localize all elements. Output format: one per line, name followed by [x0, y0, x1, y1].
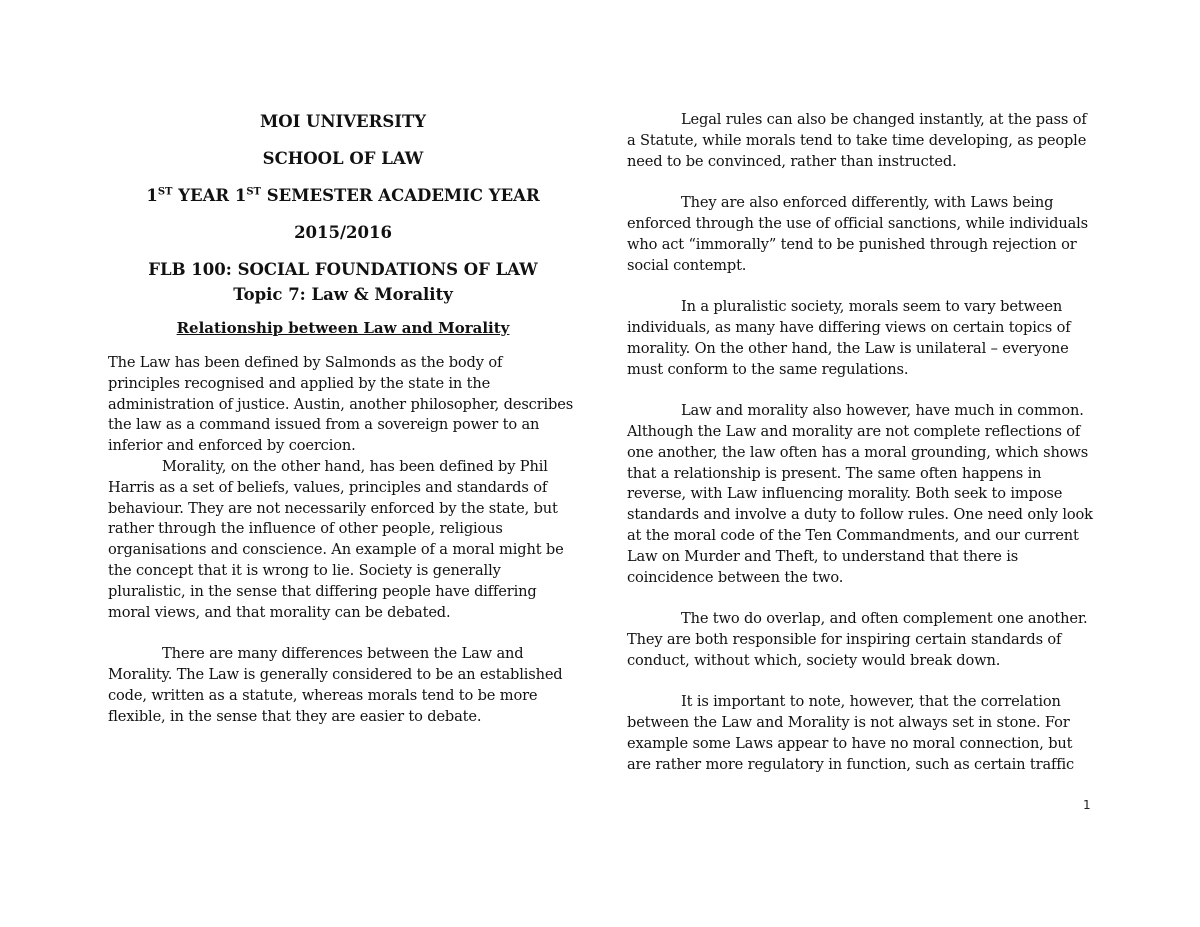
university-title: MOI UNIVERSITY: [259, 112, 427, 131]
school-title: SCHOOL OF LAW: [262, 149, 424, 168]
topic-title: Topic 7: Law & Morality: [233, 285, 453, 304]
paragraph-differences: There are many differences between the Law and Morality. The Law is generally considered to be an established code, written as a statute, whereas morals tend to be more flexible, in the sense that they are easier to debate.: [108, 645, 563, 725]
year-superscript: ST: [157, 186, 173, 198]
course-title: FLB 100: SOCIAL FOUNDATIONS OF LAW: [148, 260, 538, 279]
page-number: 1: [1083, 798, 1091, 812]
section-heading: Relationship between Law and Morality: [176, 319, 510, 337]
year-number: 1: [146, 186, 158, 205]
paragraph-common-ground: Law and morality also however, have much in common. Although the Law and morality are not complete reflections of one another, the law often has a moral grounding, which shows that a relationship is present. The same often happens in reverse, with Law influencing morality. Both seek to impose standards and involve a duty to follow rules. One need only look at the moral code of the Ten Commandments, and our current Law on Murder and Theft, to understand that there is coincidence between the two.: [627, 402, 1093, 586]
year-rest: SEMESTER ACADEMIC YEAR: [261, 186, 540, 205]
paragraph-morality-definition: Morality, on the other hand, has been defined by Phil Harris as a set of beliefs, values, principles and standards of behaviour. They are not necessarily enforced by the state, but rather through the influence of other people, religious organisations and conscience. An example of a moral might be the concept that it is wrong to lie. Society is generally pluralistic, in the sense that differing people have differing moral views, and that morality can be debated.: [108, 457, 564, 621]
right-column: [627, 110, 1097, 776]
paragraph-legal-rules-change: Legal rules can also be changed instantly, at the pass of a Statute, while morals tend to take time developing, as people need to be convinced, rather than instructed.: [627, 111, 1087, 170]
paragraph-overlap: The two do overlap, and often complement one another. They are both responsible for inspiring certain standards of conduct, without which, society would break down.: [627, 610, 1088, 669]
academic-year: 2015/2016: [294, 223, 392, 242]
semester-superscript: ST: [246, 186, 261, 198]
paragraph-correlation: It is important to note, however, that the correlation between the Law and Morality is not always set in stone. For example some Laws appear to have no moral connection, but are rather more regulatory in function, such as certain traffic: [627, 693, 1075, 773]
year-middle: YEAR 1: [172, 186, 247, 205]
paragraph-pluralistic-society: In a pluralistic society, morals seem to vary between individuals, as many have differing views on certain topics of morality. On the other hand, the Law is unilateral – everyone must conform to the same regulations.: [627, 298, 1071, 378]
paragraph-law-definition: The Law has been defined by Salmonds as the body of principles recognised and applied by the state in the administration of justice. Austin, another philosopher, describes the law as a command issued from a sovereign power to an inferior and enforced by coercion.: [108, 354, 574, 455]
left-column: [108, 110, 578, 727]
year-semester-title: [108, 186, 578, 206]
paragraph-enforcement: They are also enforced differently, with Laws being enforced through the use of official sanctions, while individuals who act “immorally” tend to be punished through rejection or social contempt.: [627, 194, 1089, 274]
